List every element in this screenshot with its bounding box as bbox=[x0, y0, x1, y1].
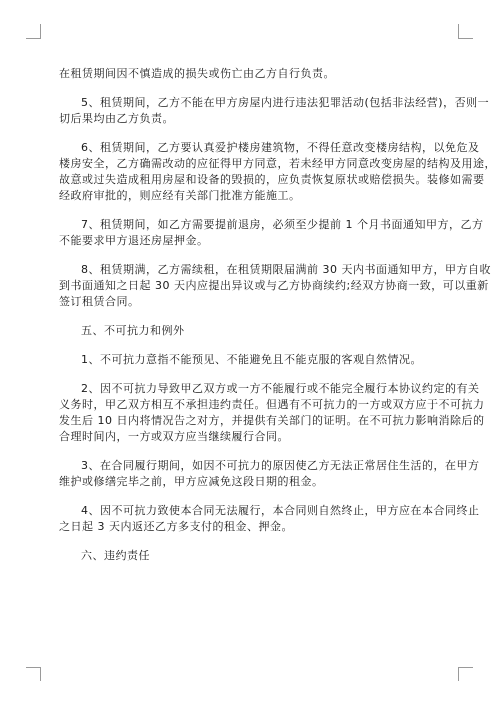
crop-mark-bottom-right bbox=[458, 667, 459, 681]
text-line: 6、租赁期间，乙方要认真爱护楼房建筑物，不得任意改变楼房结构，以免危及 bbox=[81, 141, 480, 154]
text-line: 1、不可抗力意指不能预见、不能避免且不能克服的客观自然情况。 bbox=[81, 353, 422, 366]
text-line: 故意或过失造成租用房屋和设备的毁损的，应负责恢复原状或赔偿损失。装修如需要 bbox=[59, 173, 485, 186]
text-line: 8、租赁期满，乙方需续租，在租赁期限届满前 30 天内书面通知甲方，甲方自收 bbox=[81, 263, 491, 276]
paragraph bbox=[59, 66, 443, 82]
text-line: 合理时间内，一方或双方应当继续履行合同。 bbox=[59, 430, 289, 443]
text-line: 3、在合同履行期间，如因不可抗力的原因使乙方无法正常居住生活的，在甲方 bbox=[81, 459, 480, 472]
text-line: 7、租赁期间，如乙方需要提前退房，必须至少提前 1 个月书面通知甲方，乙方 bbox=[81, 218, 484, 231]
paragraph bbox=[59, 352, 443, 368]
paragraph bbox=[59, 95, 490, 127]
paragraph bbox=[59, 217, 484, 249]
text-line: 到书面通知之日起 30 天内应提出异议或与乙方协商续约;经双方协商一致，可以重新 bbox=[59, 279, 489, 292]
text-line: 经政府审批的，则应经有关部门批准方能施工。 bbox=[59, 189, 301, 202]
paragraph bbox=[59, 458, 480, 490]
text-line: 不能要求甲方退还房屋押金。 bbox=[59, 234, 209, 247]
text-line: 发生后 10 日内将情况告之对方，并提供有关部门的证明。在不可抗力影响消除后的 bbox=[59, 414, 485, 427]
text-line: 4、因不可抗力致使本合同无法履行，本合同则自然终止，甲方应在本合同终止 bbox=[81, 504, 480, 517]
crop-mark-bottom-right-h bbox=[458, 667, 473, 668]
paragraph bbox=[59, 140, 496, 204]
crop-mark-top-right bbox=[458, 24, 459, 38]
crop-mark-top-left bbox=[40, 24, 41, 38]
text-line: 五、不可抗力和例外 bbox=[81, 324, 185, 337]
text-line: 切后果均由乙方负责。 bbox=[59, 112, 174, 125]
text-line: 在租赁期间因不慎造成的损失或伤亡由乙方自行负责。 bbox=[59, 67, 335, 80]
text-line: 签订租赁合同。 bbox=[59, 295, 140, 308]
paragraph bbox=[59, 548, 443, 564]
crop-mark-top-right-h bbox=[458, 38, 473, 39]
paragraph bbox=[59, 381, 485, 445]
paragraph bbox=[59, 323, 443, 339]
text-line: 之日起 3 天内返还乙方多支付的租金、押金。 bbox=[59, 520, 293, 533]
crop-mark-bottom-left-h bbox=[26, 667, 41, 668]
paragraph bbox=[59, 262, 491, 310]
crop-mark-bottom-left bbox=[40, 667, 41, 681]
text-line: 维护或修缮完毕之前，甲方应减免这段日期的租金。 bbox=[59, 475, 324, 488]
text-line: 义务时，甲乙双方相互不承担违约责任。但遇有不可抗力的一方或双方应于不可抗力 bbox=[59, 398, 485, 411]
text-line: 六、违约责任 bbox=[81, 549, 150, 562]
crop-mark-top-left-h bbox=[26, 38, 41, 39]
text-line: 楼房安全，乙方确需改动的应征得甲方同意，若未经甲方同意改变房屋的结构及用途， bbox=[59, 157, 496, 170]
text-line: 2、因不可抗力导致甲乙双方或一方不能履行或不能完全履行本协议约定的有关 bbox=[81, 382, 480, 395]
paragraph bbox=[59, 503, 480, 535]
document-body bbox=[59, 66, 496, 564]
text-line: 5、租赁期间，乙方不能在甲方房屋内进行违法犯罪活动(包括非法经营)，否则一 bbox=[81, 96, 490, 109]
